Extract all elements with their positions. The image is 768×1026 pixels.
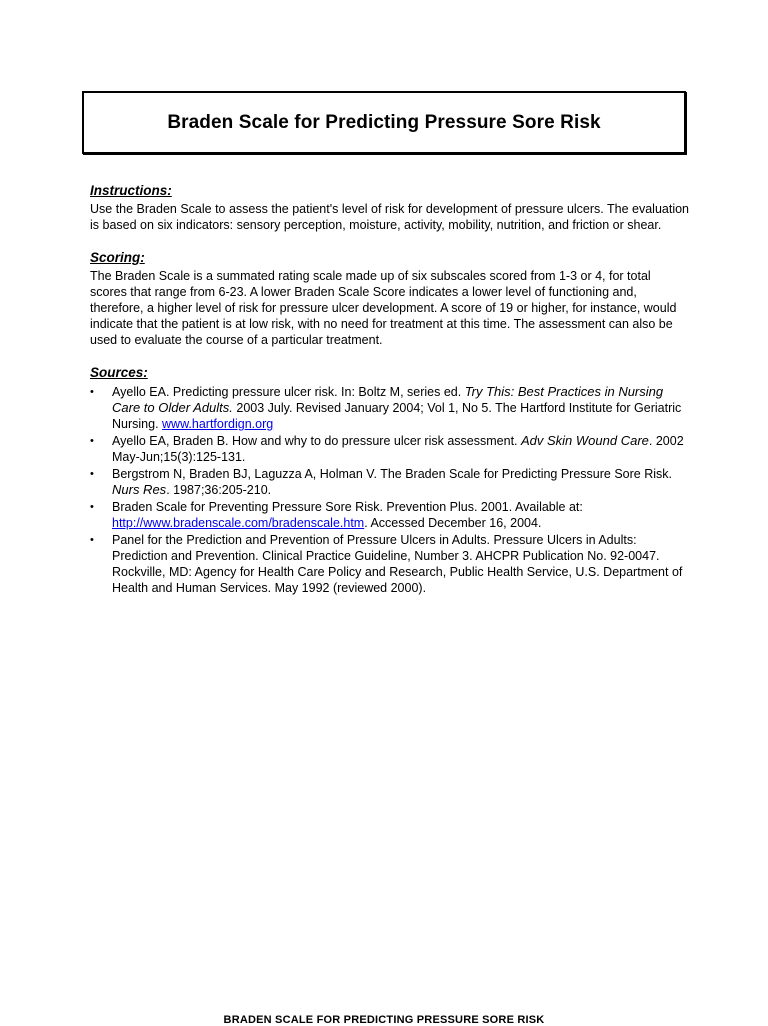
bullet-icon: • <box>90 435 94 447</box>
source-item <box>90 433 690 465</box>
source-journal-title: Nurs Res <box>112 482 167 497</box>
source-details: . Accessed December 16, 2004. <box>364 516 542 530</box>
source-journal-title: Adv Skin Wound Care <box>520 433 649 448</box>
source-item <box>90 384 690 432</box>
instructions-heading: Instructions: <box>90 183 172 198</box>
sources-section <box>90 364 690 596</box>
page-footer: BRADEN SCALE FOR PREDICTING PRESSURE SORE RISK <box>223 1014 545 1026</box>
source-item <box>90 466 690 498</box>
source-text: Panel for the Prediction and Prevention of Pressure Ulcers in Adults. Pressure Ulcers in Adults: Prediction and Prevention. Clinical Practice Guideline, Number 3. AHCPR Publication No. 92-0047. Rockville, MD: Agency for Health Care Policy and Research, Public Health Service, U.S. Department of Health and Human Services. May 1992 (reviewed 2000). <box>112 533 683 595</box>
sources-list <box>90 384 690 596</box>
sources-heading: Sources: <box>90 365 148 380</box>
document-body <box>90 182 690 612</box>
hartfordign-link[interactable]: www.hartfordign.org <box>162 417 274 431</box>
instructions-section <box>90 182 690 233</box>
scoring-text: The Braden Scale is a summated rating scale made up of six subscales scored from 1-3 or 4, for total scores that range from 6-23. A lower Braden Scale Score indicates a lower level of functioning and, therefore, a higher level of risk for pressure ulcer development. A score of 19 or higher, for instance, would indicate that the patient is at low risk, with no need for treatment at this time. The assessment can also be used to evaluate the course of a particular treatment. <box>90 269 677 347</box>
source-details: . 2002 May-Jun;15(3):125-131. <box>112 434 684 464</box>
source-text: Bergstrom N, Braden BJ, Laguzza A, Holman V. The Braden Scale for Predicting Pressure Sore Risk. <box>112 467 672 481</box>
source-text: Braden Scale for Preventing Pressure Sore Risk. Prevention Plus. 2001. Available at: <box>112 500 583 514</box>
source-journal-title: Try This: Best Practices in Nursing Care to Older Adults. <box>112 384 664 415</box>
document-title: Braden Scale for Predicting Pressure Sore Risk <box>167 111 601 133</box>
bullet-icon: • <box>90 501 94 513</box>
bradenscale-link[interactable]: http://www.bradenscale.com/bradenscale.htm <box>112 516 365 530</box>
bullet-icon: • <box>90 534 94 546</box>
scoring-heading: Scoring: <box>90 250 145 265</box>
bullet-icon: • <box>90 386 94 398</box>
source-item <box>90 532 690 596</box>
source-item <box>90 499 690 531</box>
bullet-icon: • <box>90 468 94 480</box>
title-box <box>82 91 686 154</box>
scoring-section <box>90 249 690 348</box>
instructions-text: Use the Braden Scale to assess the patient's level of risk for development of pressure ulcers. The evaluation is based on six indicators: sensory perception, moisture, activity, mobility, nutrition, and friction or shear. <box>90 202 690 232</box>
source-details: . 1987;36:205-210. <box>166 483 272 497</box>
source-text: Ayello EA, Braden B. How and why to do pressure ulcer risk assessment. <box>112 434 521 448</box>
source-details: 2003 July. Revised January 2004; Vol 1, No 5. The Hartford Institute for Geriatric Nursing. <box>112 401 682 431</box>
source-text: Ayello EA. Predicting pressure ulcer risk. In: Boltz M, series ed. <box>112 385 465 399</box>
